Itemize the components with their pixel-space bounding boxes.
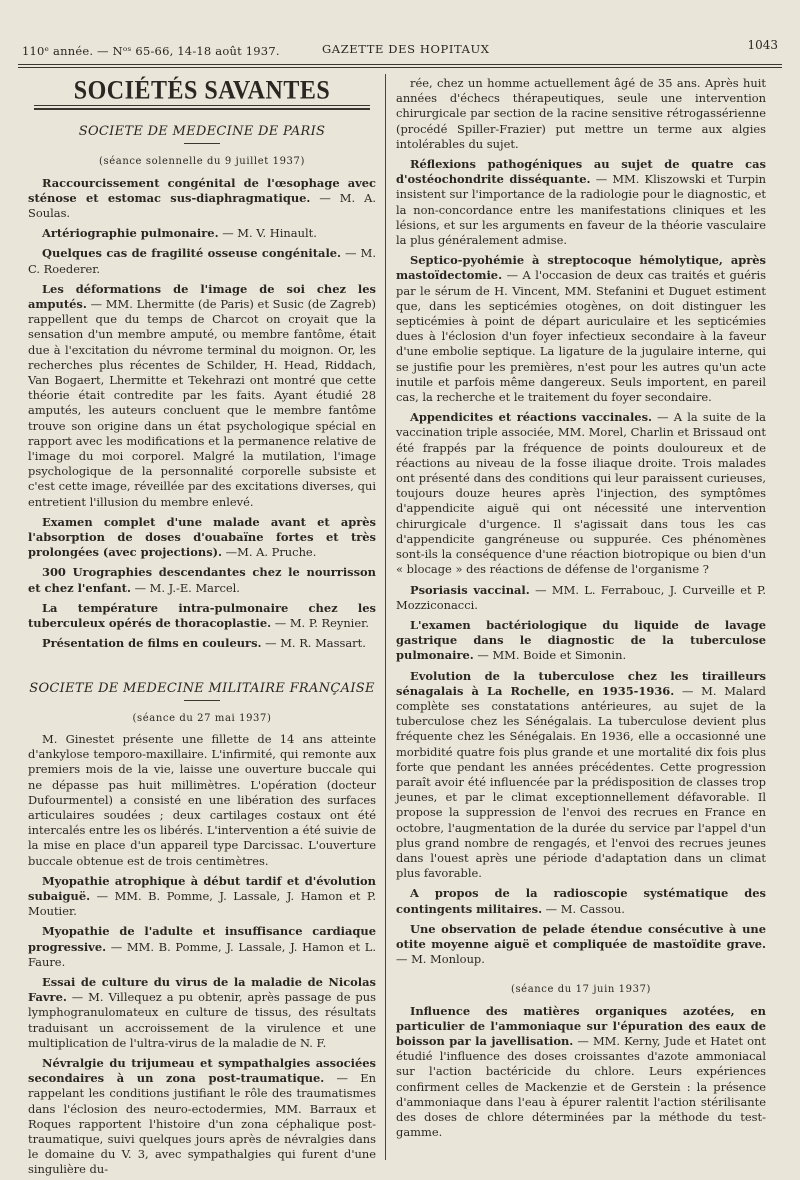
article-entry xyxy=(28,924,376,970)
article-entry xyxy=(28,246,376,276)
article-entry xyxy=(28,874,376,920)
article-entry xyxy=(396,618,766,664)
article-title: Essai de culture du virus de la maladie de Nicolas Favre. xyxy=(28,974,376,1005)
article-entry xyxy=(396,253,766,405)
article-body: — MM. L. Ferrabouc, J. Curveille et P. Mozziconacci. xyxy=(396,582,766,612)
article-body: — M. C. Roederer. xyxy=(28,246,376,276)
article-entry xyxy=(28,282,376,510)
article-title: Appendicites et réactions vaccinales. xyxy=(410,410,652,425)
article-entry xyxy=(28,565,376,595)
article-title: Psoriasis vaccinal. xyxy=(410,582,530,597)
article-entry xyxy=(396,922,766,968)
session-heading: (séance du 17 juin 1937) xyxy=(510,984,652,996)
article-title: 300 Urographies descendantes chez le nourrisson et chez l'enfant. xyxy=(28,565,376,595)
article-entry xyxy=(28,176,376,222)
article-body: — MM. Boide et Simonin. xyxy=(473,648,627,663)
article-entry xyxy=(396,886,766,916)
article-title: Raccourcissement congénital de l'œsophage avec sténose et estomac sus-diaphragmatique. xyxy=(28,175,376,205)
article-title: L'examen bactériologique du liquide de lavage gastrique dans le diagnostic de la tuberculose pulmonaire. xyxy=(396,617,766,663)
article-body: — M. Villequez a pu obtenir, après passage de pus lymphogranulomateux en culture de tissus, des résultats traduisant un accroissement de la virulence et une multiplication de l'ultra-virus de la maladie de N. F. xyxy=(28,990,376,1050)
article-title: Influence des matières organiques azotées, en particulier de l'ammoniaque sur l'épuration des eaux de boisson par la javellisation. xyxy=(396,1003,766,1048)
header-rule-2 xyxy=(18,67,782,68)
article-body: — A la suite de la vaccination triple associée, MM. Morel, Charlin et Brissaud ont été frappés par la fréquence de points douloureux et de réactions au niveau de la fosse iliaque droite. Trois malades ont présenté dans des conditions qui leur paraissent curieuses, toujours douze heures après l'injection, des symptômes d'appendicite aiguë qui ont nécessité une intervention chirurgicale d'urgence. Il s'agissait dans tous les cas d'appendicite gangréneuse ou suppurée. Ces phénomènes sont-ils la conséquence d'une réaction biotropique ou bien d'un « blocage » des réactions de défense de l'organisme ? xyxy=(396,410,766,577)
article-body: — M. P. Reynier. xyxy=(271,616,369,631)
article-list xyxy=(396,1004,766,1141)
article-title: Quelques cas de fragilité osseuse congénitale. xyxy=(42,246,342,261)
article-entry xyxy=(28,515,376,561)
article-entry xyxy=(396,410,766,577)
article-list xyxy=(396,76,766,967)
society-heading: SOCIETE DE MEDECINE DE PARIS xyxy=(78,124,326,140)
article-entry xyxy=(28,636,376,651)
article-entry xyxy=(28,601,376,631)
title-rule xyxy=(34,105,370,106)
article-body: — M. Cassou. xyxy=(542,901,625,916)
article-title: Myopathie de l'adulte et insuffisance cardiaque progressive. xyxy=(28,924,376,954)
article-entry xyxy=(396,669,766,882)
article-list xyxy=(28,176,376,652)
article-entry xyxy=(28,732,376,869)
article-body: — M. R. Massart. xyxy=(261,636,366,651)
header-rule xyxy=(18,64,782,65)
article-entry xyxy=(28,1056,376,1178)
article-title: Myopathie atrophique à début tardif et d'évolution subaiguë. xyxy=(28,873,376,903)
article-entry xyxy=(28,975,376,1051)
article-body: — En rappelant les conditions justifiant le rôle des traumatismes dans l'éclosion des neuro-ectodermies, MM. Barraux et Roques rapportent l'histoire d'un zona céphalique post-traumatique, suivi quelques jours après de névralgies dans le domaine du V. 3, avec sympathalgies qui furent d'une singulière du- xyxy=(28,1071,376,1177)
article-title: Névralgie du trijumeau et sympathalgies associées secondaires à un zona post-traumatique. xyxy=(28,1055,376,1086)
article-title: Artériographie pulmonaire. xyxy=(42,226,219,241)
column-divider xyxy=(385,74,386,1160)
article-title: Réflexions pathogéniques au sujet de quatre cas d'ostéochondrite disséquante. xyxy=(396,157,766,187)
article-entry xyxy=(396,583,766,613)
article-body: — A l'occasion de deux cas traités et guéris par le sérum de H. Vincent, MM. Stefanini et Duguet estiment que, dans les septicémies otogènes, on doit distinguer les septicémies à point de départ auriculaire et les septicémies dues à l'éclosion d'un foyer infectieux secondaire à la faveur d'une embolie septique. La ligature de la jugulaire interne, qui se justifie pour les premières, n'est pour les autres qu'un acte inutile et parfois même dangereux. Seuls importent, en pareil cas, la recherche et le traitement du foyer secondaire. xyxy=(396,268,766,405)
article-body: — MM. Kliszowski et Turpin insistent sur l'importance de la radiologie pour le diagnostic, et la non-concordance entre les manifestations cliniques et les lésions, et sur les arguments en faveur de la théorie vasculaire la plus généralement admise. xyxy=(396,172,766,248)
article-title: Evolution de la tuberculose chez les tirailleurs sénagalais à La Rochelle, en 1935-1936. xyxy=(396,668,766,698)
session-heading: (séance solennelle du 9 juillet 1937) xyxy=(99,156,305,168)
article-body: — MM. B. Pomme, J. Lassale, J. Hamon et L. Faure. xyxy=(28,939,376,969)
article-body: — M. J.-E. Marcel. xyxy=(130,580,240,595)
article-title: A propos de la radioscopie systématique des contingents militaires. xyxy=(396,886,766,916)
title-rule-thick xyxy=(34,108,370,110)
short-divider xyxy=(184,700,220,701)
article-entry xyxy=(28,226,376,241)
article-body: — M. V. Hinault. xyxy=(218,226,317,241)
article-body: — MM. B. Pomme, J. Lassale, J. Hamon et P. Moutier. xyxy=(28,888,376,919)
left-column xyxy=(28,76,376,1177)
right-column xyxy=(396,76,766,1168)
article-title: Examen complet d'une malade avant et après l'absorption de doses d'ouabaïne fortes et très prolongées (avec projections). xyxy=(28,514,376,560)
article-entry xyxy=(396,157,766,248)
article-title: Les déformations de l'image de soi chez les amputés. xyxy=(28,281,376,312)
article-entry xyxy=(396,76,766,152)
page-header xyxy=(22,38,778,64)
article-body: —M. A. Pruche. xyxy=(222,545,317,560)
article-title: Septico-pyohémie à streptocoque hémolytique, après mastoïdectomie. xyxy=(396,253,766,283)
article-list xyxy=(28,732,376,1178)
page-number: 1043 xyxy=(747,38,778,52)
article-body: — MM. Kerny, Jude et Hatet ont étudié l'influence des doses croissantes d'azote ammoniacal sur l'action bactéricide du chlore. Leurs expériences confirment celles de Mackenzie et de Gerstein : la présence d'ammoniaque dans l'eau à épurer ralentit l'action stérilisante des doses de chlore déterminées par la méthode du test-gamme. xyxy=(396,1033,766,1140)
short-divider xyxy=(184,143,220,144)
article-title: Présentation de films en couleurs. xyxy=(42,636,262,651)
article-body: — M. A. Soulas. xyxy=(28,190,376,221)
session-heading: (séance du 27 mai 1937) xyxy=(132,712,272,724)
article-body: — M. Malard complète ses constatations antérieures, au sujet de la tuberculose chez les Sénégalais. La tuberculose devient plus fréquente chez les Sénégalais. En 1936, elle a occasionné une morbidité quatre fois plus grande et une mortalité dix fois plus forte que pendant les années précédentes. Cette progression paraît avoir été influencée par la prédisposition de classes trop jeunes, et par le climat exceptionnellement défavorable. Il propose la suppression de l'envoi des recrues en France en octobre, l'augmentation de la durée du service par l'appel d'un plus grand nombre de rengagés, et l'envoi des recrues jeunes dans l'ouest après une période d'adaptation dans un climat plus favorable. xyxy=(396,683,766,881)
section-title: SOCIÉTÉS SAVANTES xyxy=(73,76,331,105)
article-title: La température intra-pulmonaire chez les tuberculeux opérés de thoracoplastie. xyxy=(28,600,376,631)
article-title: Une observation de pelade étendue consécutive à une otite moyenne aiguë et compliquée de mastoïdite grave. xyxy=(396,921,766,951)
article-body: rée, chez un homme actuellement âgé de 35 ans. Après huit années d'échecs thérapeutiques, seule une intervention chirurgicale par section de la racine sensitive rétrogassérienne (procédé Spiller-Frazier) put mettre un terme aux algies intolérables du sujet. xyxy=(396,76,766,151)
society-heading: SOCIETE DE MEDECINE MILITAIRE FRANÇAISE xyxy=(29,680,375,696)
article-entry xyxy=(396,1004,766,1141)
article-body: — M. Monloup. xyxy=(396,952,485,967)
article-body: — MM. Lhermitte (de Paris) et Susic (de Zagreb) rappellent que du temps de Charcot on croyait que la sensation d'un membre amputé, ou membre fantôme, était due à l'excitation du névrome terminal du moignon. Or, les recherches plus récentes de Schilder, H. Head, Riddach, Van Bogaert, Lhermitte et Tekehrazi ont montré que cette théorie était contredite par les faits. Ayant étudié 28 amputés, les auteurs concluent que le membre fantôme trouve son origine dans un état psychologique spécial en rapport avec les modifications et la permanence relative de l'image du moi corporel. Malgré la mutilation, l'image psychologique de la personnalité corporelle subsiste et c'est cette image, réveillée par des excitations diverses, qui entretient l'illusion du membre enlevé. xyxy=(28,297,376,509)
journal-title: GAZETTE DES HOPITAUX xyxy=(322,42,490,56)
article-body: M. Ginestet présente une fillette de 14 ans atteinte d'ankylose temporo-maxillaire. L'infirmité, qui remonte aux premiers mois de la vie, laisse une ouverture buccale qui ne dépasse pas huit millimètres. L'opération (docteur Dufourmentel) a consisté en une libération des surfaces articulaires soudées ; deux cartilages costaux ont été intercalés entre les os libérés. L'intervention a été suivie de la mise en place d'un appareil type Darcissac. L'ouverture buccale obtenue est de trois centimètres. xyxy=(28,731,376,868)
issue-info: 110ᵉ année. — Nᵒˢ 65-66, 14-18 août 1937. xyxy=(22,44,280,58)
